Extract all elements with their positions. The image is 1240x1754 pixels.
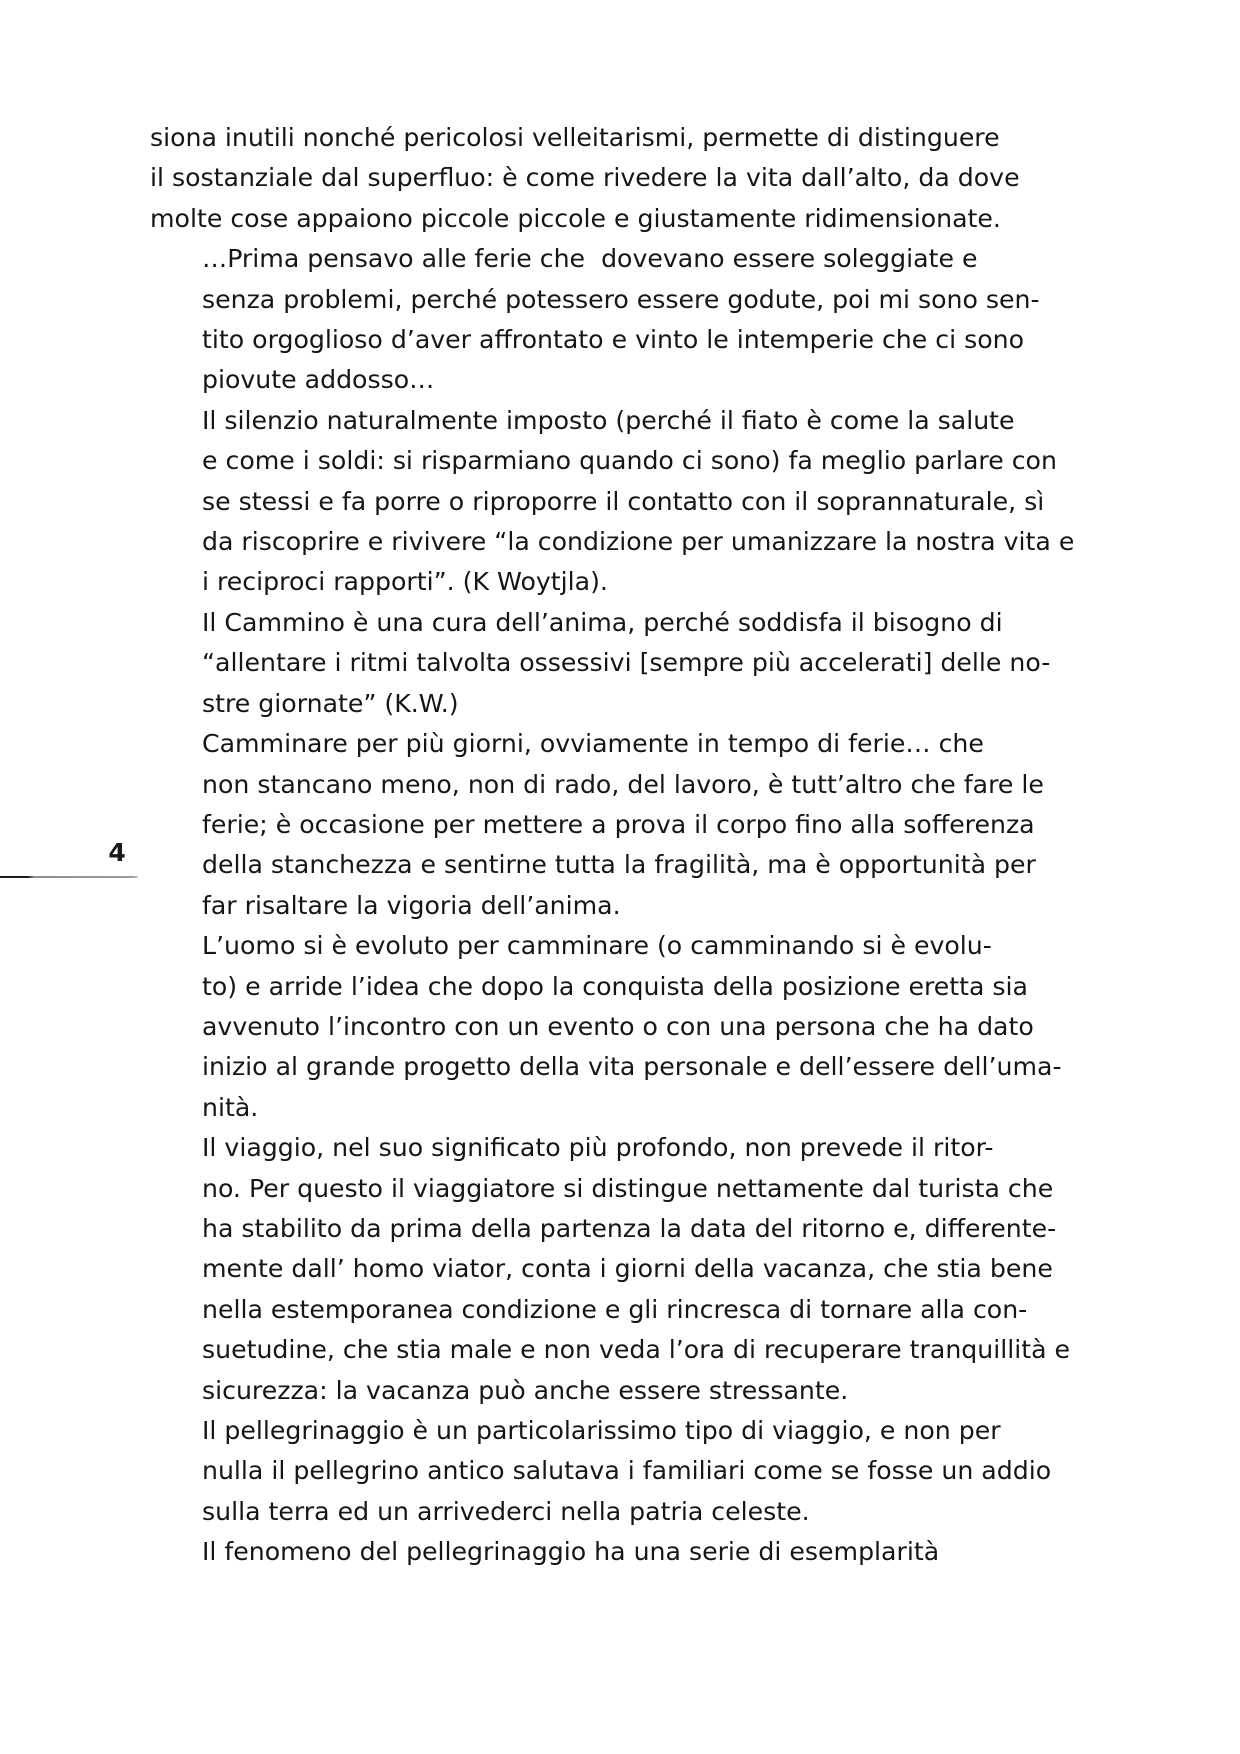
text-line: tito orgoglioso d’aver affrontato e vinto le intemperie che ci sono xyxy=(202,325,1025,355)
paragraph xyxy=(150,1128,1071,1411)
text-line: e come i soldi: si risparmiano quando ci sono) fa meglio parlare con xyxy=(202,446,1057,476)
text-line: far risaltare la vigoria dell’anima. xyxy=(202,890,621,920)
text-line: nulla il pellegrino antico salutava i familiari come se fosse un addio xyxy=(202,1456,1052,1486)
text-line: “allentare i ritmi talvolta ossessivi [sempre più accelerati] delle no- xyxy=(202,648,1051,678)
paragraph xyxy=(150,926,1062,1128)
text-line: Il fenomeno del pellegrinaggio ha una serie di esemplarità xyxy=(202,1537,940,1567)
text-line: nella estemporanea condizione e gli rincresca di tornare alla con- xyxy=(202,1294,1028,1324)
body-text-column xyxy=(150,118,1075,1573)
paragraph xyxy=(150,1532,962,1572)
text-line: Camminare per più giorni, ovviamente in tempo di ferie… che xyxy=(202,729,984,759)
paragraph xyxy=(150,118,1020,239)
text-line: mente dall’ homo viator, conta i giorni della vacanza, che stia bene xyxy=(202,1254,1053,1284)
text-line: molte cose appaiono piccole piccole e giustamente ridimensionate. xyxy=(150,203,1001,233)
text-line: sulla terra ed un arrivederci nella patria celeste. xyxy=(202,1496,810,1526)
text-line: della stanchezza e sentirne tutta la fragilità, ma è opportunità per xyxy=(202,850,1036,880)
text-line: no. Per questo il viaggiatore si distingue nettamente dal turista che xyxy=(202,1173,1054,1203)
text-line: suetudine, che stia male e non veda l’ora di recuperare tranquillità e xyxy=(202,1335,1071,1365)
folio-divider-rule xyxy=(0,876,138,878)
text-line: siona inutili nonché pericolosi velleitarismi, permette di distinguere xyxy=(150,123,1000,152)
text-line: sicurezza: la vacanza può anche essere stressante. xyxy=(202,1375,849,1405)
paragraph xyxy=(150,1411,1052,1532)
text-line: se stessi e fa porre o riproporre il contatto con il soprannaturale, sì xyxy=(202,486,1045,516)
text-line: Il Cammino è una cura dell’anima, perché soddisfa il bisogno di xyxy=(202,607,1003,637)
text-line: …Prima pensavo alle ferie che dovevano essere soleggiate e xyxy=(202,244,978,274)
text-line: senza problemi, perché potessero essere godute, poi mi sono sen- xyxy=(202,284,1040,314)
text-line: piovute addosso… xyxy=(202,365,435,395)
text-line: inizio al grande progetto della vita personale e dell’essere dell’uma- xyxy=(202,1052,1062,1082)
text-line: nità. xyxy=(202,1092,259,1122)
paragraph xyxy=(150,603,1051,724)
text-line: Il pellegrinaggio è un particolarissimo tipo di viaggio, e non per xyxy=(202,1416,1001,1445)
text-line: L’uomo si è evoluto per camminare (o camminando si è evolu- xyxy=(202,931,992,961)
text-line: ferie; è occasione per mettere a prova il corpo fino alla sofferenza xyxy=(202,809,1035,839)
text-line: non stancano meno, non di rado, del lavoro, è tutt’altro che fare le xyxy=(202,769,1044,799)
paragraph xyxy=(150,724,1044,926)
text-line: Il silenzio naturalmente imposto (perché il fiato è come la salute xyxy=(202,405,1015,435)
page-number: 4 xyxy=(108,838,126,867)
text-line: i reciproci rapporti”. (K Woytjla). xyxy=(202,567,608,597)
paragraph xyxy=(150,401,1075,603)
text-line: avvenuto l’incontro con un evento o con una persona che ha dato xyxy=(202,1011,1034,1041)
text-line: to) e arride l’idea che dopo la conquista della posizione eretta sia xyxy=(202,971,1028,1001)
text-line: ha stabilito da prima della partenza la data del ritorno e, differente- xyxy=(202,1213,1057,1243)
text-line: Il viaggio, nel suo significato più profondo, non prevede il ritor- xyxy=(202,1133,994,1163)
page-folio-block xyxy=(0,840,140,900)
text-line: stre giornate” (K.W.) xyxy=(202,688,459,718)
text-line: il sostanziale dal superfluo: è come rivedere la vita dall’alto, da dove xyxy=(150,163,1020,193)
paragraph xyxy=(150,239,1040,401)
text-line: da riscoprire e rivivere “la condizione per umanizzare la nostra vita e xyxy=(202,527,1075,557)
